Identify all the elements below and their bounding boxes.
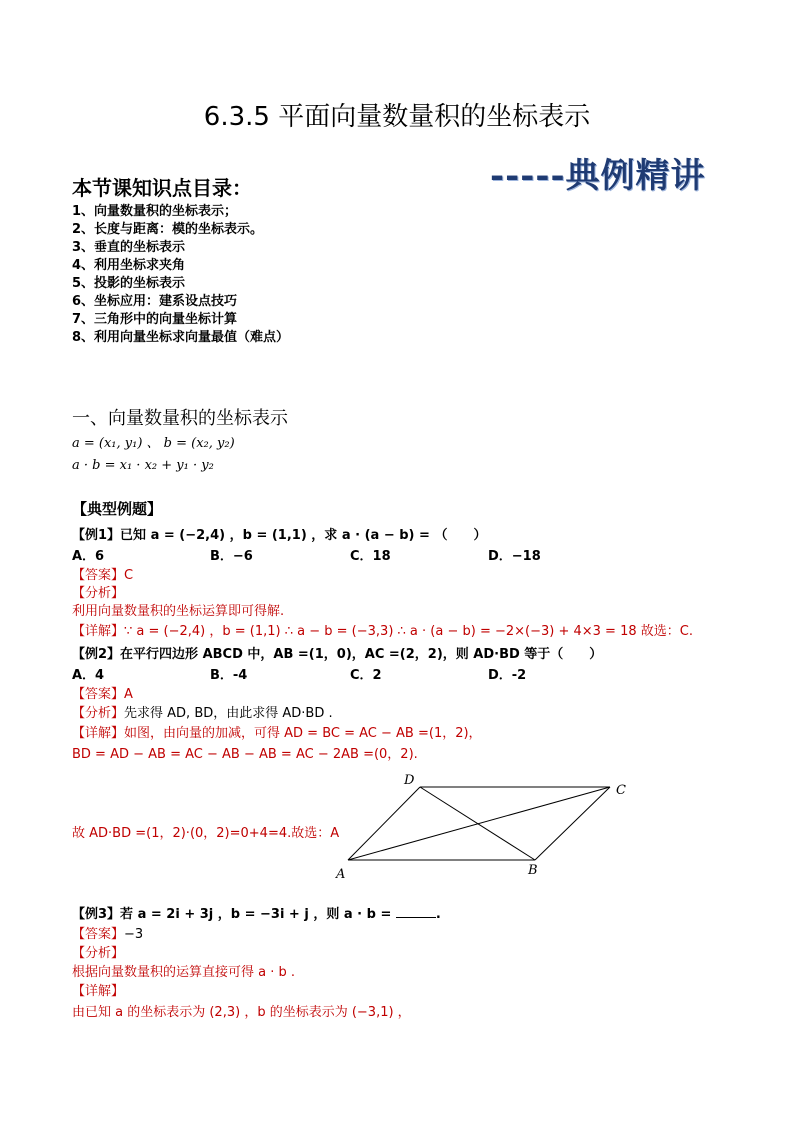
example3-analysis-label: 【分析】 [72, 946, 125, 961]
vertex-b-label: B [528, 863, 538, 878]
analysis-text: 先求得 AD, BD，由此求得 AD·BD . [124, 706, 333, 721]
formula-dot-product: a · b = x₁ · x₂ + y₁ · y₂ [72, 458, 214, 473]
edge-ad [348, 787, 420, 860]
example3-answer [72, 923, 143, 942]
example1-detail [72, 620, 693, 639]
example3-detail: 由已知 a 的坐标表示为 (2,3) ，b 的坐标表示为 (−3,1) ， [72, 1005, 411, 1020]
vertex-d-label: D [404, 773, 415, 788]
page-title: 6.3.5 平面向量数量积的坐标表示 [203, 102, 591, 132]
toc-item: 1、向量数量积的坐标表示； [72, 204, 238, 219]
example1-analysis-label: 【分析】 [72, 586, 125, 601]
diagonal-db [420, 787, 535, 860]
example1-choice-c: C．18 [350, 549, 391, 564]
answer-value: A [124, 687, 133, 702]
analysis-label: 【分析】 [72, 706, 125, 721]
examples-heading: 【典型例题】 [72, 500, 163, 518]
toc-item: 5、投影的坐标表示 [72, 276, 186, 291]
example2-conclusion: 故 AD·BD =(1，2)·(0，2)=0+4=4.故选：A [72, 826, 340, 841]
answer-label: 【答案】 [72, 687, 125, 702]
question-text: 【例3】若 a = 2i + 3j ，b = −3i + j ，则 a · b = [72, 907, 396, 922]
detail-label: 【详解】 [72, 624, 125, 639]
detail-text: ∵ a = (−2,4) ，b = (1,1) ∴ a − b = (−3,3) ∴ a · (a − b) = −2×(−3) + 4×3 = 18 故选：C. [124, 624, 693, 639]
example2-choice-d: D．-2 [488, 668, 527, 683]
answer-label: 【答案】 [72, 927, 125, 942]
example1-choice-b: B．−6 [210, 549, 253, 564]
toc-item: 8、利用向量坐标求向量最值（难点） [72, 330, 290, 345]
example2-choice-a: A．4 [72, 668, 105, 683]
answer-blank [396, 917, 436, 918]
toc-item: 6、坐标应用：建系设点技巧 [72, 294, 238, 309]
example2-question: 【例2】在平行四边形 ABCD 中，AB =(1，0)，AC =(2，2)，则 AD·BD 等于（ ） [72, 647, 603, 662]
example3-question: 【例3】若 a = 2i + 3j ，b = −3i + j ，则 a · b = . [72, 907, 441, 922]
section-heading: 一、向量数量积的坐标表示 [72, 408, 288, 429]
vertex-c-label: C [616, 783, 626, 798]
toc-item: 7、三角形中的向量坐标计算 [72, 312, 238, 327]
parallelogram-figure [330, 764, 640, 880]
example2-detail-2: BD = AD − AB = AC − AB − AB = AC − 2AB =(0，2). [72, 747, 418, 762]
example2-analysis [72, 702, 333, 721]
answer-value: C [124, 568, 134, 583]
example3-analysis: 根据向量数量积的运算直接可得 a · b . [72, 965, 296, 980]
example2-detail [72, 722, 482, 741]
vertex-a-label: A [336, 867, 346, 880]
example1-analysis: 利用向量数量积的坐标运算即可得解. [72, 604, 285, 619]
example2-answer [72, 683, 133, 702]
toc-item: 2、长度与距离：模的坐标表示。 [72, 222, 264, 237]
example1-answer [72, 564, 133, 583]
example1-question: 【例1】已知 a = (−2,4) ，b = (1,1) ，求 a · (a − b) = （ ） [72, 528, 487, 543]
example3-detail-label: 【详解】 [72, 984, 125, 999]
toc-heading: 本节课知识点目录： [72, 176, 252, 200]
example1-choice-a: A．6 [72, 549, 105, 564]
formula-vectors: a = (x₁, y₁) 、 b = (x₂, y₂) [72, 436, 235, 451]
example1-choice-d: D．−18 [488, 549, 541, 564]
diagonal-ac [348, 787, 610, 860]
section-banner: -----典例精讲 [490, 156, 706, 196]
example2-choice-c: C．2 [350, 668, 382, 683]
answer-label: 【答案】 [72, 568, 125, 583]
detail-text: 如图，由向量的加减，可得 AD = BC = AC − AB =(1，2)， [124, 726, 482, 741]
toc-item: 4、利用坐标求夹角 [72, 258, 186, 273]
answer-value: −3 [124, 927, 144, 942]
example2-choice-b: B．-4 [210, 668, 248, 683]
toc-item: 3、垂直的坐标表示 [72, 240, 186, 255]
detail-label: 【详解】 [72, 726, 125, 741]
